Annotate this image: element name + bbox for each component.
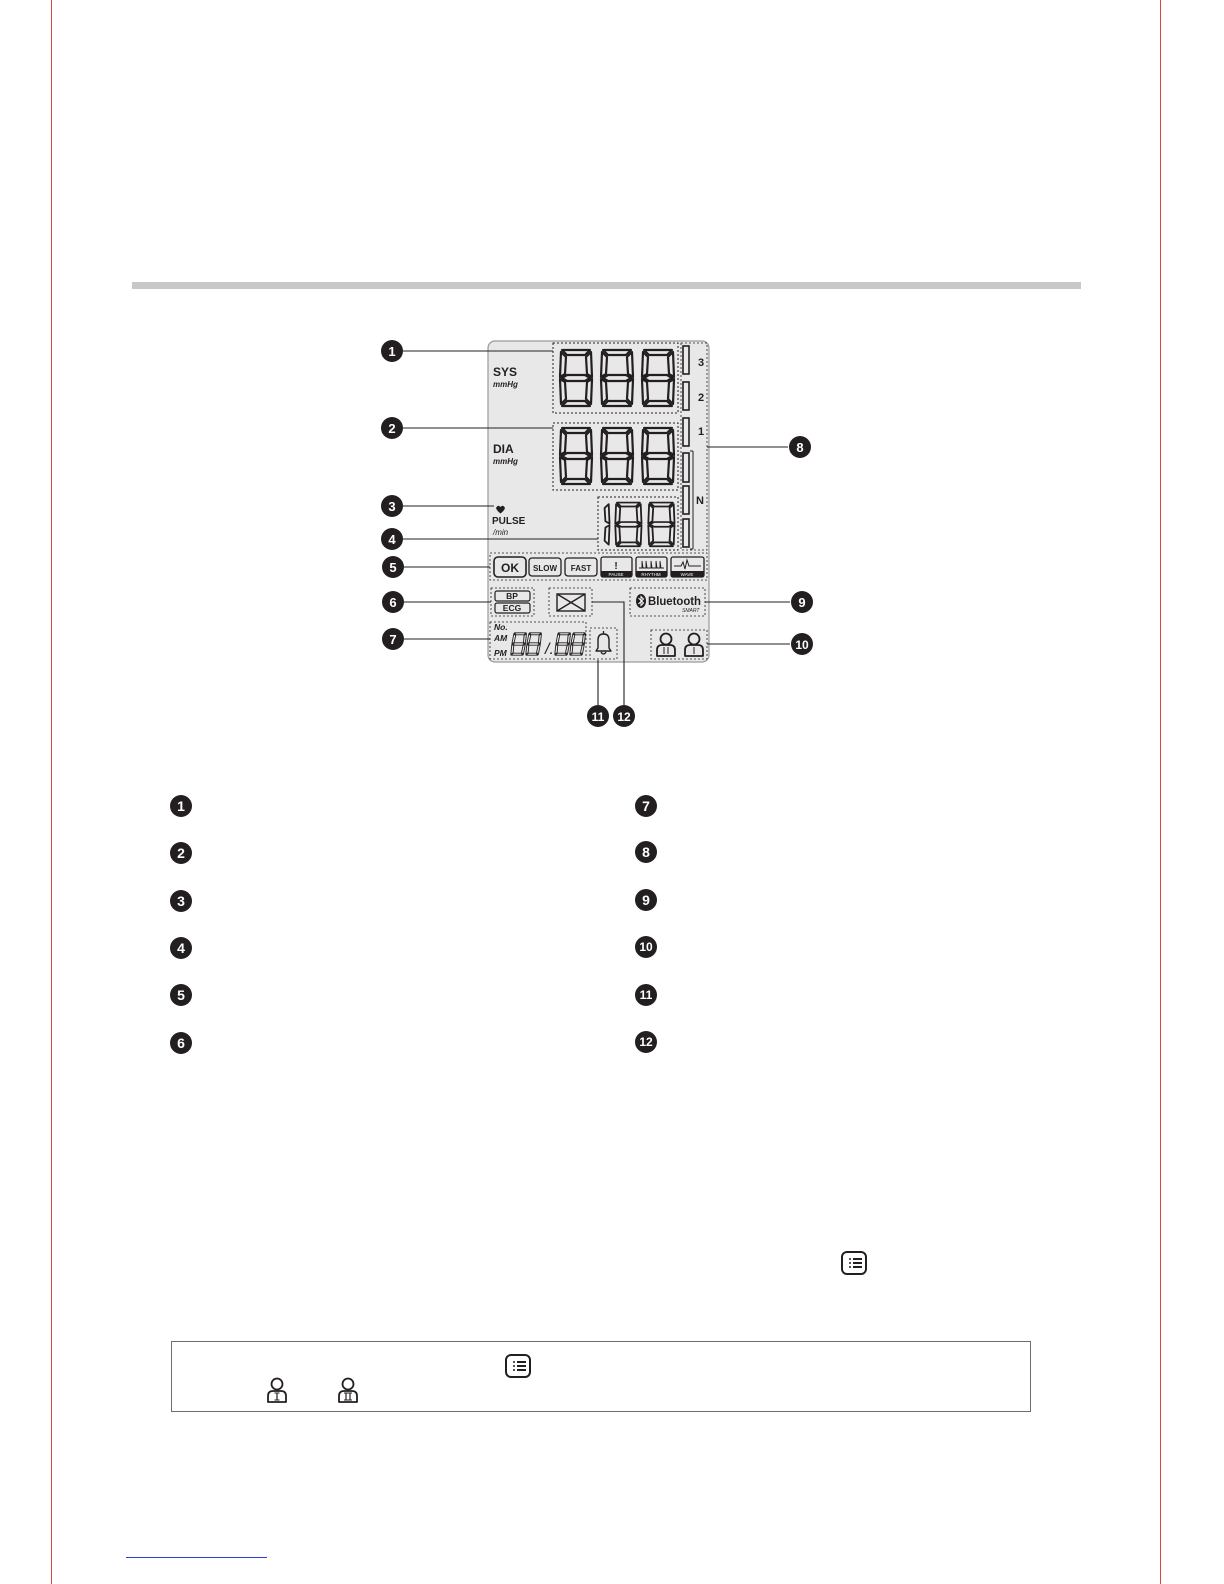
callout-2: 2 xyxy=(388,421,396,436)
callout-10: 10 xyxy=(795,638,809,652)
legend-number-8: 8 xyxy=(635,841,657,863)
legend-number-12: 12 xyxy=(635,1031,657,1053)
scale-label-3: 3 xyxy=(698,357,705,369)
note-user-2-icon xyxy=(337,1377,359,1404)
legend-number-2: 2 xyxy=(170,842,192,864)
menu-list-icon xyxy=(841,1251,867,1275)
bluetooth-sub: SMART xyxy=(682,608,700,614)
callout-3: 3 xyxy=(388,499,396,514)
mode-bp: BP xyxy=(506,591,518,601)
legend-number-11: 11 xyxy=(635,984,657,1006)
dia-unit: mmHg xyxy=(493,457,518,466)
clock-separator: /. xyxy=(545,641,554,658)
memory-no: No. xyxy=(494,622,508,632)
legend-number-10: 10 xyxy=(635,936,657,958)
status-ok: OK xyxy=(501,561,519,575)
mode-ecg: ECG xyxy=(502,603,522,613)
sys-unit: mmHg xyxy=(493,380,518,389)
status-rhythm: RHYTHM xyxy=(641,572,661,577)
scale-label-2: 2 xyxy=(698,392,705,404)
legend-number-9: 9 xyxy=(635,889,657,911)
status-wave: WAVE xyxy=(680,572,694,577)
callout-5: 5 xyxy=(389,560,397,575)
legend-number-4: 4 xyxy=(170,937,192,959)
callout-9: 9 xyxy=(798,595,806,610)
status-pause-mark: ! xyxy=(614,561,618,572)
sys-label: SYS xyxy=(493,365,518,379)
pulse-label: PULSE xyxy=(492,516,526,527)
note-menu-list-icon xyxy=(505,1354,531,1378)
legend-number-7: 7 xyxy=(635,795,657,817)
memory-am: AM xyxy=(494,633,508,643)
callout-11: 11 xyxy=(591,710,605,724)
callout-6: 6 xyxy=(389,595,397,610)
legend-number-5: 5 xyxy=(170,984,192,1006)
callout-12: 12 xyxy=(617,710,631,724)
status-fast: FAST xyxy=(570,564,592,573)
legend-number-6: 6 xyxy=(170,1032,192,1054)
scale-label-n: N xyxy=(696,495,704,507)
callout-8: 8 xyxy=(796,440,804,455)
note-box xyxy=(171,1341,1031,1412)
status-pause: PAUSE xyxy=(608,572,624,577)
pulse-unit: /min xyxy=(493,528,509,537)
callout-4: 4 xyxy=(388,532,396,547)
bluetooth-text: Bluetooth xyxy=(648,594,701,608)
bluetooth-icon xyxy=(636,594,646,608)
legend-number-3: 3 xyxy=(170,890,192,912)
legend-number-1: 1 xyxy=(170,795,192,817)
dia-label: DIA xyxy=(493,442,514,456)
callout-7: 7 xyxy=(389,632,397,647)
memory-pm: PM xyxy=(494,648,507,658)
callout-1: 1 xyxy=(388,344,396,359)
footer-link-underline[interactable] xyxy=(126,1557,267,1558)
note-user-1-icon xyxy=(266,1377,288,1404)
status-slow: SLOW xyxy=(533,564,557,573)
scale-label-1: 1 xyxy=(698,426,705,438)
